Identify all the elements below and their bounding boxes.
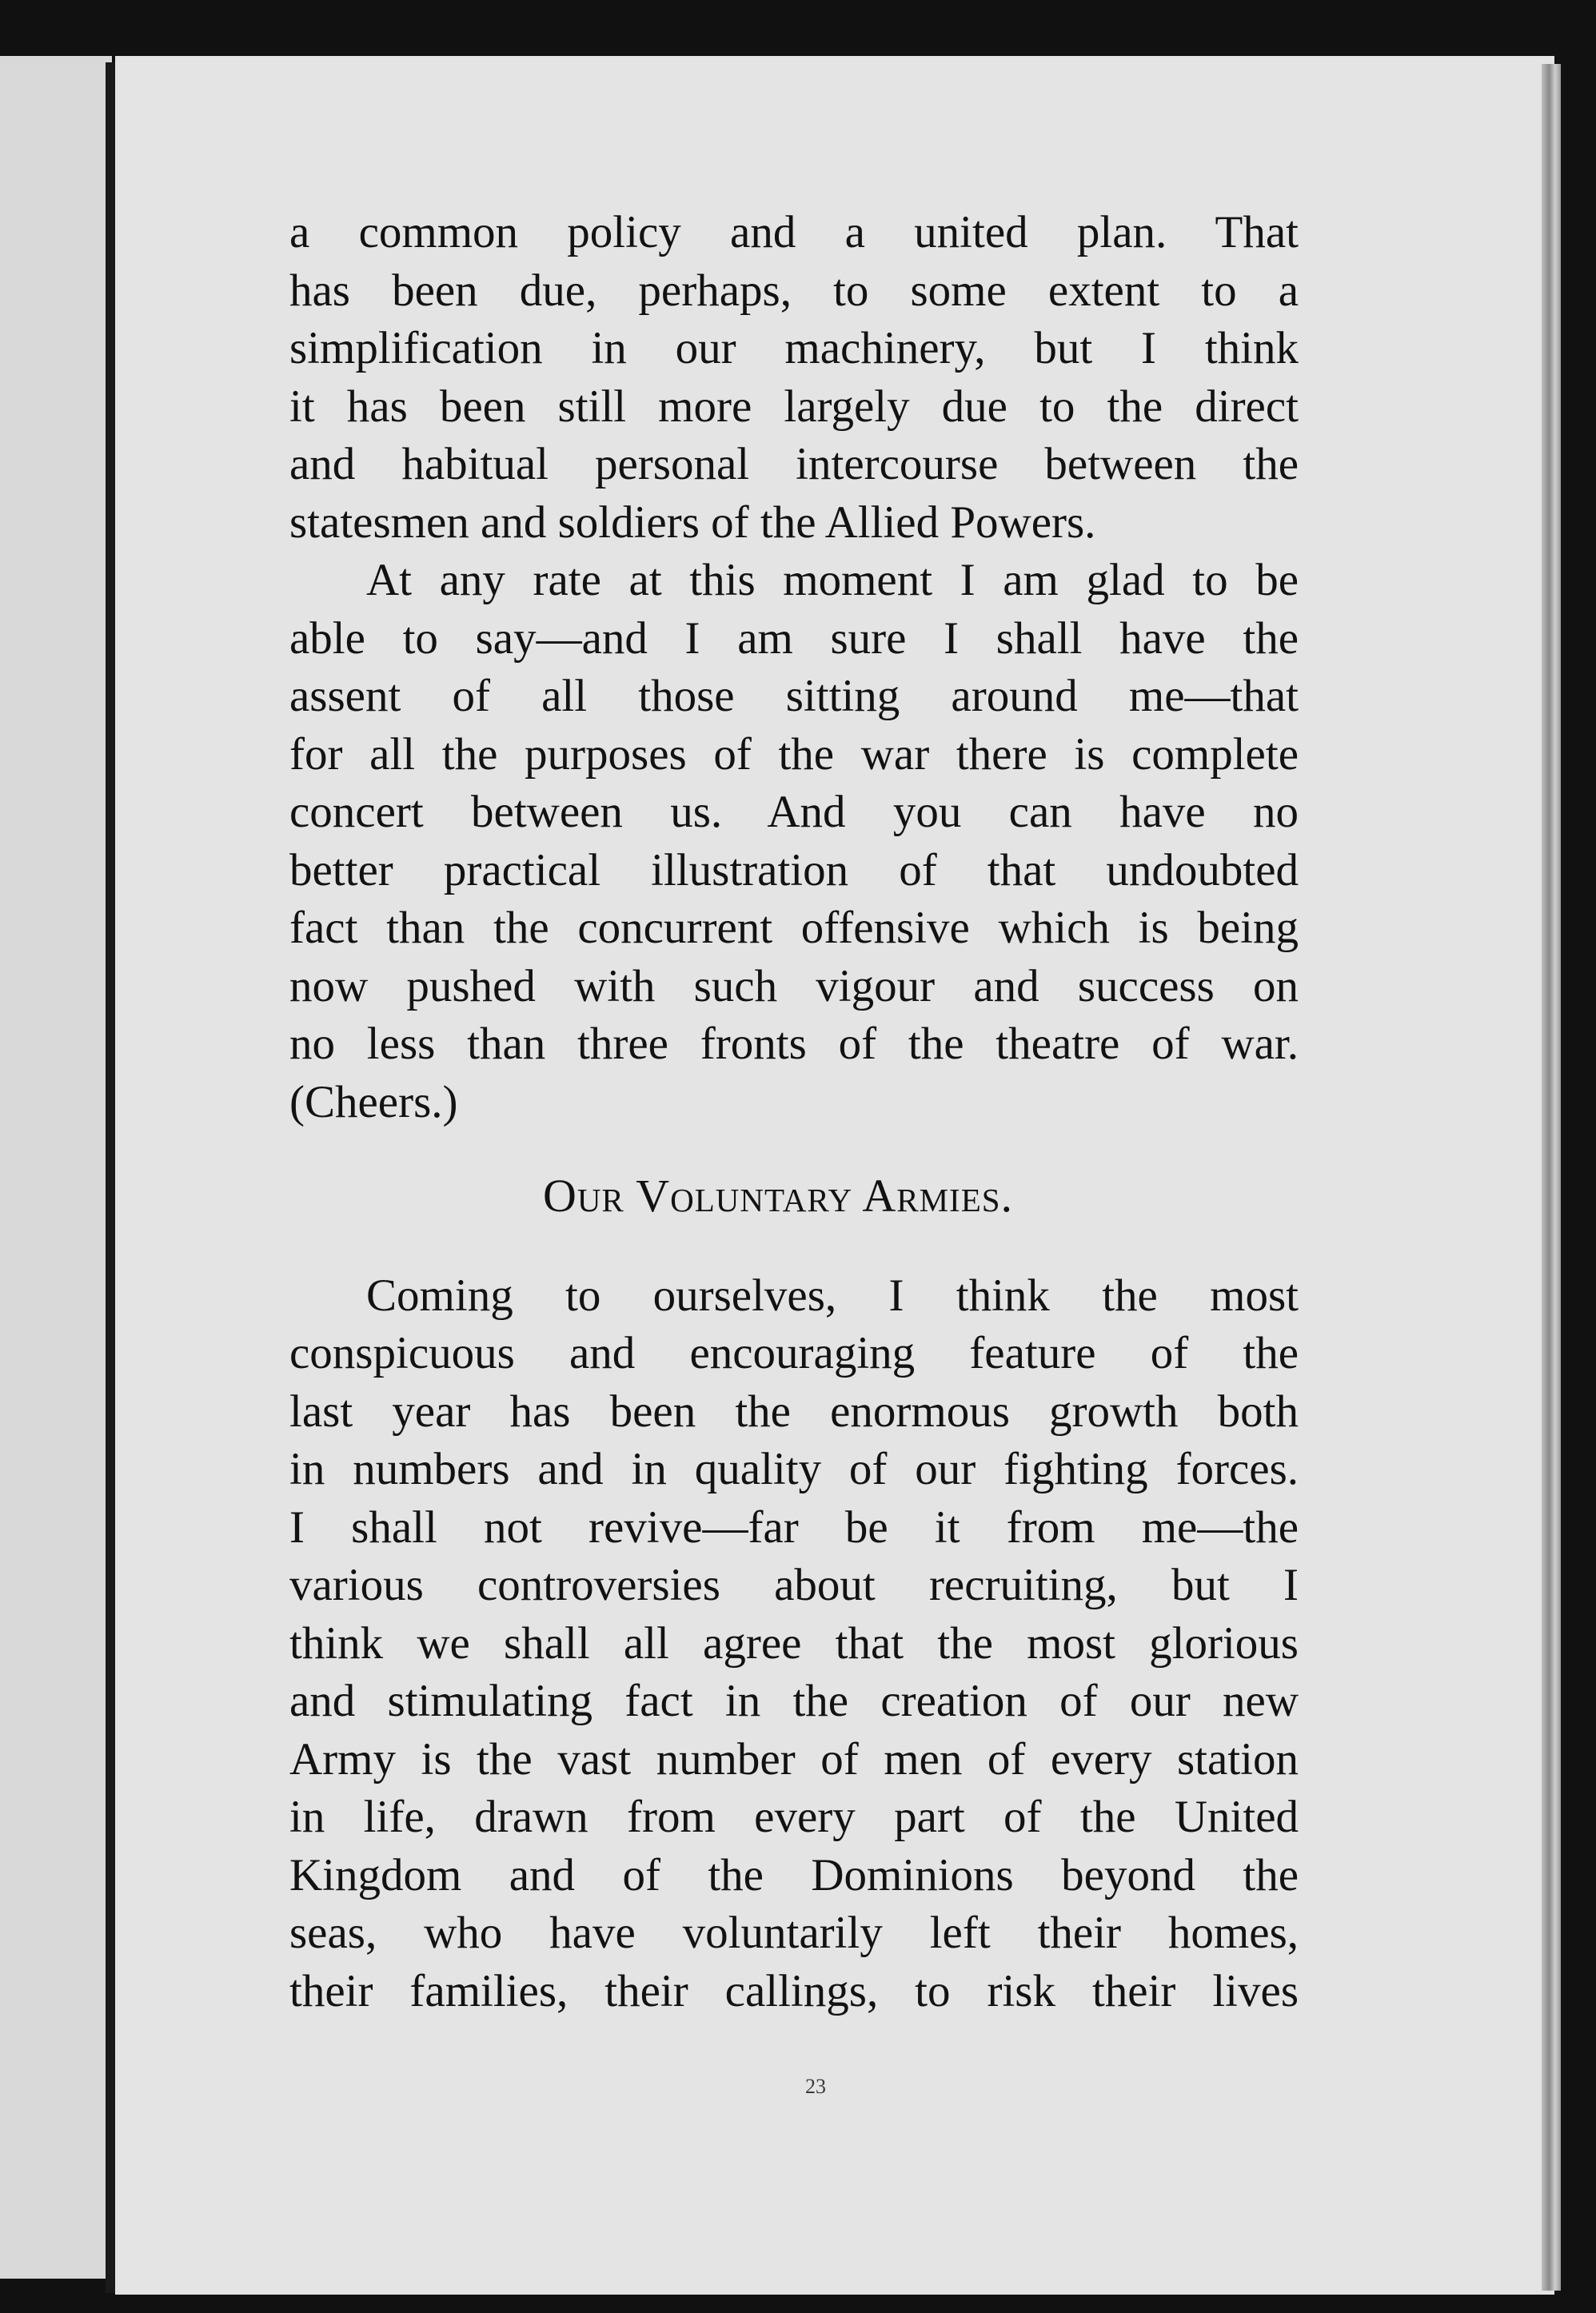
text-line: At any rate at this moment I am glad to be — [366, 555, 1299, 605]
book-spine — [106, 62, 115, 2293]
paragraph-3 — [289, 1267, 1299, 2021]
text-line: a common policy and a united plan. That — [289, 207, 1299, 257]
text-line: think we shall all agree that the most glorious — [289, 1617, 1299, 1669]
text-line: fact than the concurrent offensive which is being — [289, 903, 1299, 953]
text-line: able to say—and I am sure I shall have the — [289, 612, 1299, 664]
page-number: 23 — [805, 2075, 826, 2098]
paragraph-2 — [289, 552, 1299, 1131]
text-line: in life, drawn from every part of the United — [289, 1792, 1299, 1842]
section-heading: Our Voluntary Armies. — [542, 1170, 1014, 1222]
text-line: Army is the vast number of men of every station — [289, 1733, 1299, 1785]
text-line: in numbers and in quality of our fighting forces. — [289, 1444, 1299, 1494]
text-line: for all the purposes of the war there is complete — [289, 728, 1299, 780]
text-line: it has been still more largely due to the direct — [289, 381, 1299, 432]
previous-page-edge — [0, 56, 112, 2279]
text-line: various controversies about recruiting, but I — [289, 1560, 1299, 1610]
text-line: no less than three fronts of the theatre of war. — [289, 1019, 1299, 1069]
text-line: statesmen and soldiers of the Allied Powers. — [289, 496, 1096, 548]
text-line: their families, their callings, to risk their lives — [289, 1965, 1299, 2016]
paragraph-1 — [289, 204, 1299, 552]
text-line: has been due, perhaps, to some extent to a — [289, 265, 1299, 316]
text-line: better practical illustration of that undoubted — [289, 844, 1299, 895]
page-text — [289, 204, 1299, 2020]
text-line: I shall not revive—far be it from me—the — [289, 1501, 1299, 1553]
text-line: and habitual personal intercourse between the — [289, 439, 1299, 489]
text-line: (Cheers.) — [289, 1076, 458, 1127]
text-line: seas, who have voluntarily left their homes, — [289, 1908, 1299, 1958]
text-line: assent of all those sitting around me—that — [289, 671, 1299, 721]
page-stack-edge — [1542, 64, 1561, 2291]
text-line: now pushed with such vigour and success on — [289, 960, 1299, 1011]
text-line: and stimulating fact in the creation of our new — [289, 1676, 1299, 1726]
text-line: conspicuous and encouraging feature of the — [289, 1328, 1299, 1378]
text-line: Kingdom and of the Dominions beyond the — [289, 1849, 1299, 1900]
text-line: Coming to ourselves, I think the most — [366, 1270, 1299, 1321]
text-line: simplification in our machinery, but I think — [289, 323, 1299, 373]
text-line: concert between us. And you can have no — [289, 787, 1299, 837]
text-line: last year has been the enormous growth both — [289, 1386, 1299, 1437]
